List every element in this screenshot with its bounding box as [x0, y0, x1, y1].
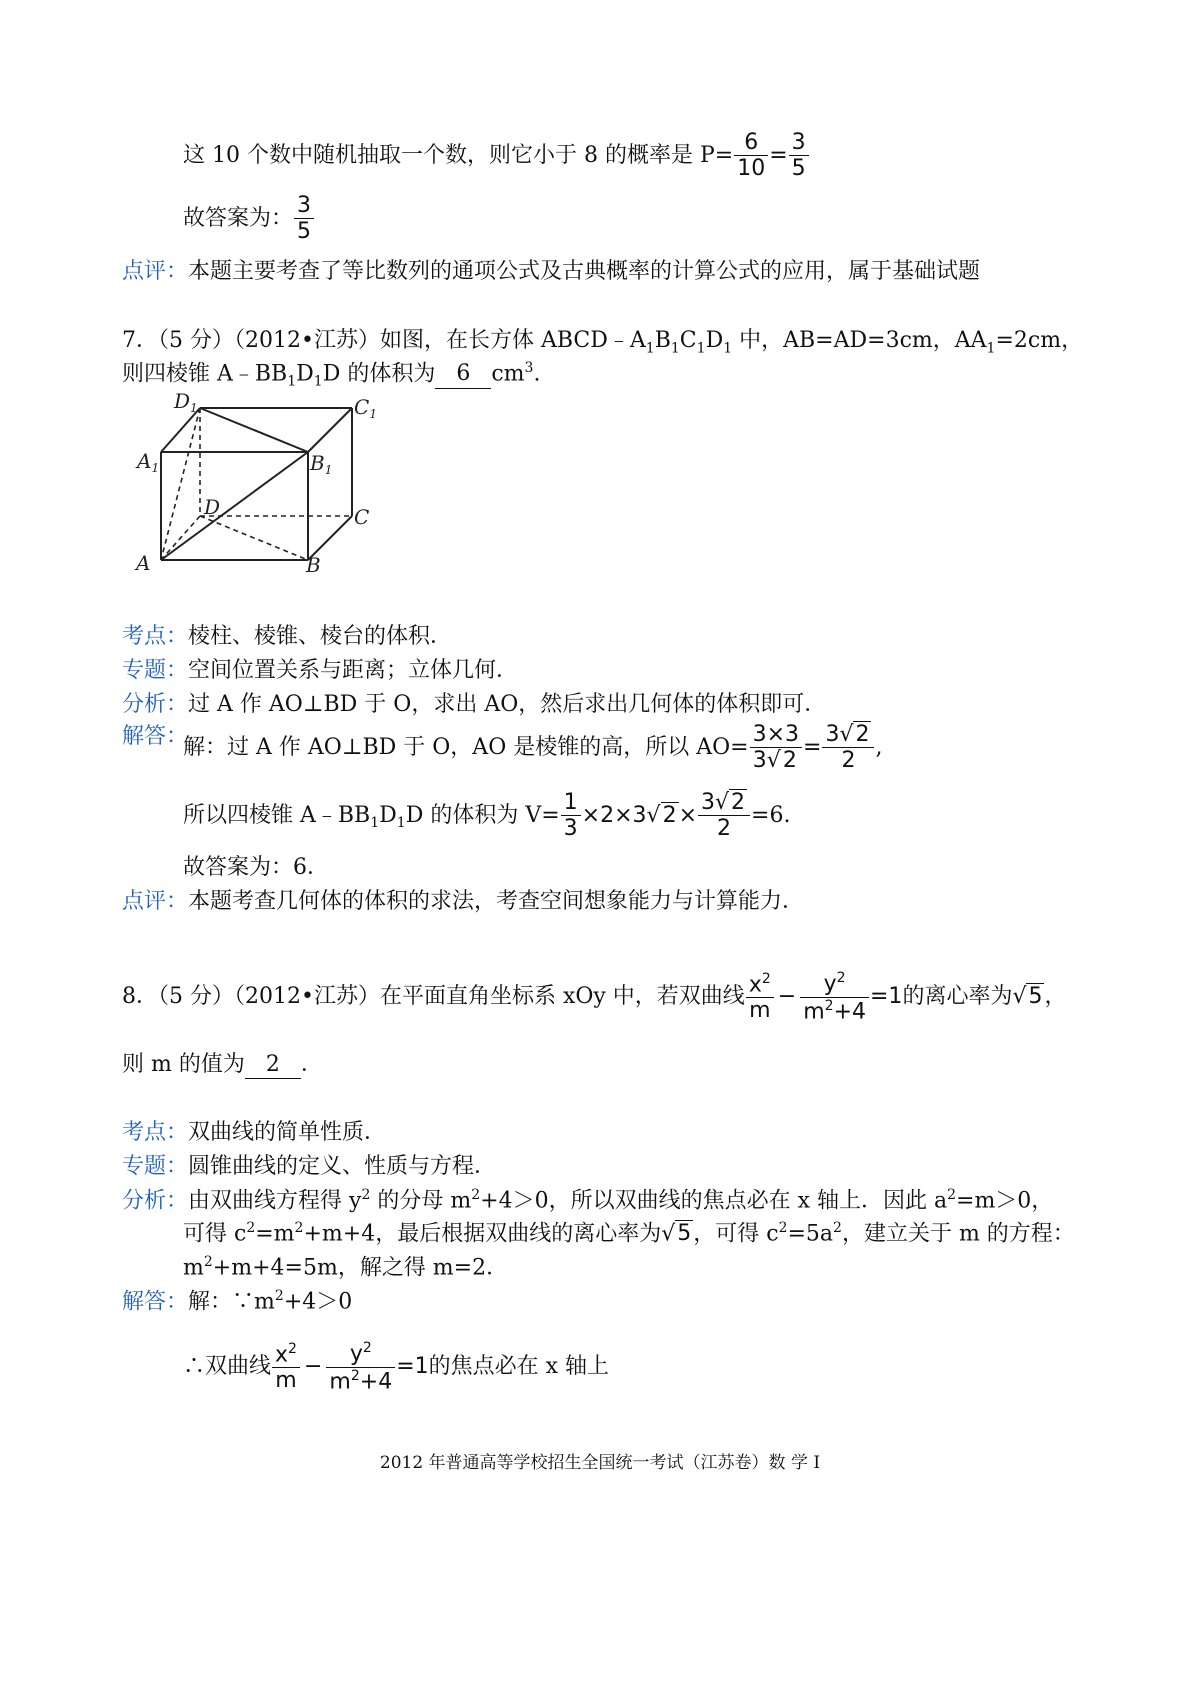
- q8-stem-line2: 则 m 的值为 2 ．: [122, 1052, 323, 1079]
- label-d1: $D_1$: [174, 390, 198, 415]
- label-b1: $B_1$: [310, 451, 333, 477]
- q7-zhuanti: 专题：空间位置关系与距离；立体几何．: [122, 658, 519, 683]
- q7-jieda-label: 解答：: [122, 724, 189, 749]
- q8-fenxi-line2: 可得 $c^2=m^2+m+4$，最后根据双曲线的离心率为√5，可得 $c^2=5a^2$，建立关于 m 的方程：: [183, 1220, 1075, 1247]
- page-footer: 2012 年普通高等学校招生全国统一考试（江苏卷）数 学 I: [379, 1453, 821, 1473]
- q8-kaodian: 考点：双曲线的简单性质．: [122, 1120, 387, 1145]
- label-c1: $C_1$: [354, 395, 377, 421]
- q8-fenxi-line3: $m^2+m+4=5m$，解之得 m=2．: [183, 1254, 509, 1281]
- label-c: C: [354, 505, 370, 529]
- answer-blank: 6: [435, 361, 491, 388]
- comment-label: 点评：: [122, 259, 189, 284]
- hidden-edge: [200, 516, 308, 560]
- q7-answer: 故答案为：6．: [183, 855, 329, 880]
- fraction: $\frac{x^2}{m}$: [746, 971, 774, 1024]
- cuboid-figure: [130, 390, 380, 580]
- fraction: $\frac{3√2}{2}$: [698, 790, 750, 842]
- q6-comment: 点评：本题主要考查了等比数列的通项公式及古典概率的计算公式的应用，属于基础试题: [122, 259, 981, 284]
- q7-fenxi: 分析：过 A 作 AO⊥BD 于 O，求出 AO，然后求出几何体的体积即可．: [122, 692, 827, 717]
- fraction: $\frac{6}{10}$: [734, 130, 768, 182]
- q7-jieda-line1: 解：过 A 作 AO⊥BD 于 O，AO 是棱锥的高，所以 AO= $\frac{3\times 3}{3√2}$ = $\frac{3√2}{2}$ ,: [183, 722, 883, 774]
- label-d: D: [204, 495, 221, 519]
- q8-jieda-line1: 解答：解：$\because m^2+4>0$: [122, 1288, 353, 1315]
- edge-d1b1: [200, 408, 308, 452]
- fraction: $\frac{3√2}{2}$: [822, 722, 874, 774]
- hidden-edge: [161, 516, 200, 560]
- q8-stem-line1: 8．（5 分）（2012•江苏）在平面直角坐标系 xOy 中，若双曲线 $\frac{x^2}{m}$ − $\frac{y^2}{m^2+4}$ =1的离心率为√5，: [122, 970, 1067, 1024]
- q7-jieda-line2: 所以四棱锥 $A﹣BB_1D_1D$ 的体积为 V= $\frac{1}{3}$ ×2×3√2× $\frac{3√2}{2}$ =6.: [183, 790, 791, 842]
- edge-ab1: [161, 452, 308, 560]
- fraction: $\frac{3}{5}$: [789, 130, 809, 182]
- label-a: A: [136, 551, 151, 575]
- q7-stem-line2: 则四棱锥 $A﹣BB_1D_1D$ 的体积为 6 $cm^3$.: [122, 360, 541, 390]
- fraction: $\frac{3}{5}$: [294, 193, 314, 245]
- fraction: $\frac{y^2}{m^2+4}$: [326, 1340, 395, 1394]
- q8-fenxi-line1: 分析：由双曲线方程得 $y^2$ 的分母 $m^2+4>0$，所以双曲线的焦点必在 x 轴上．因此 $a^2=m>0$，: [122, 1187, 1054, 1214]
- answer-blank: 2: [245, 1052, 301, 1079]
- q8-jieda-line2: ∴双曲线 $\frac{x^2}{m}$ − $\frac{y^2}{m^2+4}$ =1的焦点必在 x 轴上: [183, 1340, 610, 1394]
- q7-stem-line1: 7．（5 分）（2012•江苏）如图，在长方体 $ABCD﹣A_1B_1C_1D_1$ 中，AB=AD=3cm，$AA_1=2cm$，: [122, 328, 1084, 357]
- fraction: $\frac{1}{3}$: [561, 790, 581, 842]
- fraction: $\frac{3\times 3}{3√2}$: [750, 722, 802, 774]
- q7-kaodian: 考点：棱柱、棱锥、棱台的体积．: [122, 624, 453, 649]
- q8-zhuanti: 专题：圆锥曲线的定义、性质与方程．: [122, 1154, 497, 1179]
- q6-probability-line: 这 10 个数中随机抽取一个数，则它小于 8 的概率是 P= $\frac{6}{10}$ = $\frac{3}{5}$: [183, 130, 810, 182]
- edge: [308, 408, 352, 452]
- fraction: $\frac{y^2}{m^2+4}$: [800, 970, 869, 1024]
- q7-comment: 点评：本题考查几何体的体积的求法，考查空间想象能力与计算能力．: [122, 889, 805, 914]
- fraction: $\frac{x^2}{m}$: [272, 1341, 300, 1394]
- label-a1: $A_1$: [137, 449, 160, 475]
- label-b: B: [306, 553, 321, 577]
- q6-answer-line: 故答案为： $\frac{3}{5}$: [183, 193, 315, 245]
